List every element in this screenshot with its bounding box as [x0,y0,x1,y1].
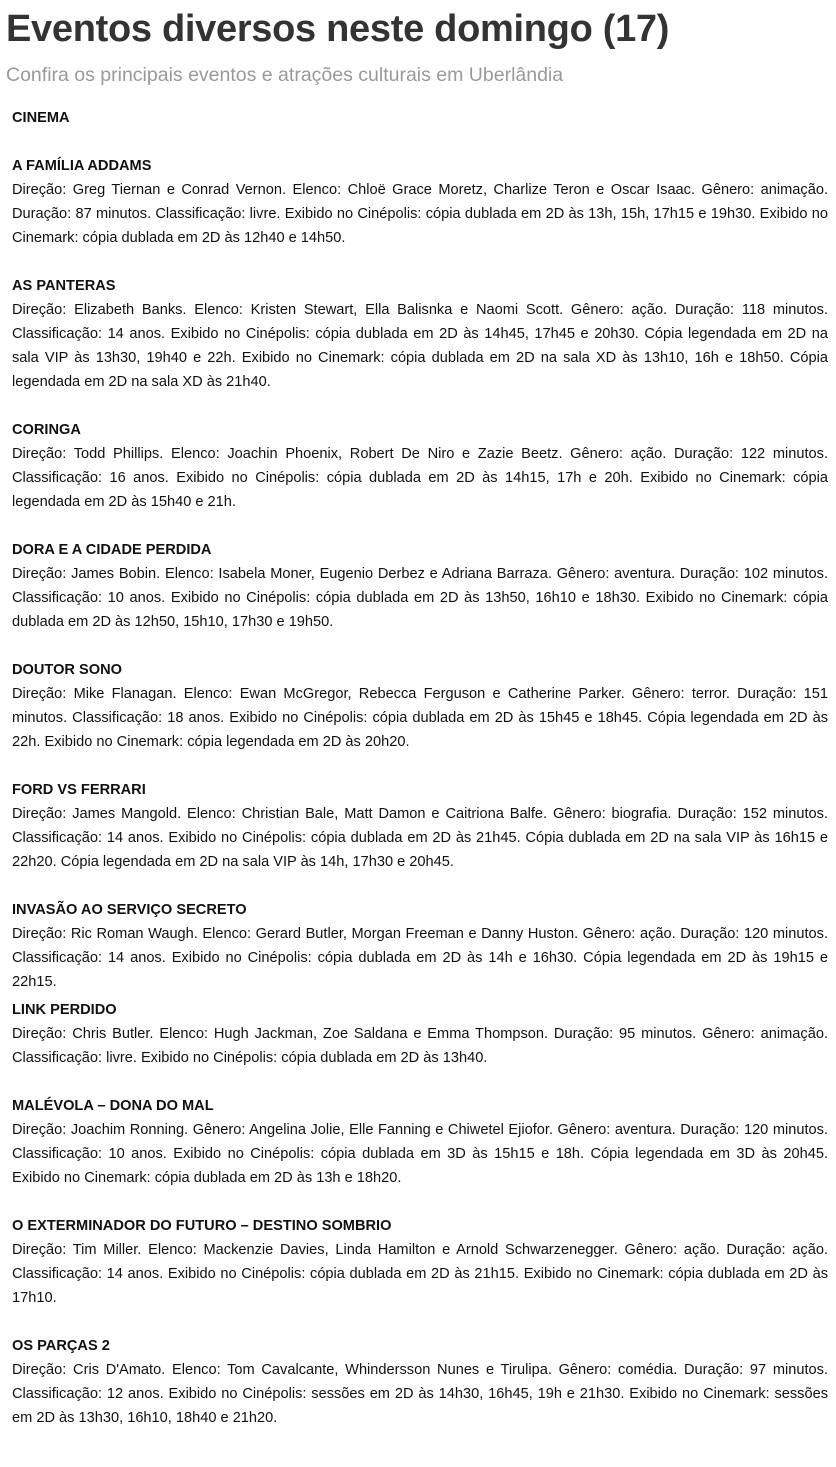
movie-title: AS PANTERAS [12,278,116,294]
movie-details: Direção: Todd Phillips. Elenco: Joachin Phoenix, Robert De Niro e Zazie Beetz. Gênero: ação. Duração: 122 minutos. Classificação: 16 anos. Exibido no Cinépolis: cópia dublada em 2D às 14h15, 17h e 20h. Exibido no Cinemark: cópia legendada em 2D às 15h40 e 21h. [12,446,828,510]
movie-title: OS PARÇAS 2 [12,1338,110,1354]
movie-entry [12,658,828,754]
movie-details: Direção: Elizabeth Banks. Elenco: Kristen Stewart, Ella Balisnka e Naomi Scott. Gênero: ação. Duração: 118 minutos. Classificação: 14 anos. Exibido no Cinépolis: cópia dublada em 2D às 14h45, 17h45 e 20h30. Cópia legendada em 2D na sala VIP às 13h30, 19h40 e 22h. Exibido no Cinemark: cópia dublada em 2D na sala XD às 13h10, 16h e 18h50. Cópia legendada em 2D na sala XD às 21h40. [12,302,828,390]
movie-details: Direção: Ric Roman Waugh. Elenco: Gerard Butler, Morgan Freeman e Danny Huston. Gênero: ação. Duração: 120 minutos. Classificação: 14 anos. Exibido no Cinépolis: cópia dublada em 2D às 14h e 16h30. Cópia legendada em 2D às 19h15 e 22h15. [12,926,828,990]
movie-title: A FAMÍLIA ADDAMS [12,158,152,174]
movie-entry [12,1334,828,1430]
section-heading: CINEMA [12,110,70,126]
movie-entry [12,998,828,1070]
movie-entry [12,418,828,514]
movie-title: LINK PERDIDO [12,1002,117,1018]
movie-details: Direção: Mike Flanagan. Elenco: Ewan McGregor, Rebecca Ferguson e Catherine Parker. Gênero: terror. Duração: 151 minutos. Classificação: 18 anos. Exibido no Cinépolis: cópia dublada em 2D às 15h45 e 18h45. Cópia legendada em 2D às 22h. Exibido no Cinemark: cópia legendada em 2D às 20h20. [12,686,828,750]
movie-details: Direção: James Mangold. Elenco: Christian Bale, Matt Damon e Caitriona Balfe. Gênero: biografia. Duração: 152 minutos. Classificação: 14 anos. Exibido no Cinépolis: cópia dublada em 2D às 21h45. Cópia dublada em 2D na sala VIP às 16h15 e 22h20. Cópia legendada em 2D na sala VIP às 14h, 17h30 e 20h45. [12,806,828,870]
movie-title: O EXTERMINADOR DO FUTURO – DESTINO SOMBRIO [12,1218,392,1234]
movie-title: DORA E A CIDADE PERDIDA [12,542,212,558]
movie-title: FORD VS FERRARI [12,782,146,798]
movie-entry [12,1094,828,1190]
page-subtitle: Confira os principais eventos e atrações culturais em Uberlândia [6,64,564,86]
movie-details: Direção: Cris D'Amato. Elenco: Tom Cavalcante, Whindersson Nunes e Tirulipa. Gênero: comédia. Duração: 97 minutos. Classificação: 12 anos. Exibido no Cinépolis: sessões em 2D às 14h30, 16h45, 19h e 21h30. Exibido no Cinemark: sessões em 2D às 13h30, 16h10, 18h40 e 21h20. [12,1362,828,1426]
movie-entry [12,274,828,394]
movie-entry [12,778,828,874]
movie-entry [12,1214,828,1310]
page-title: Eventos diversos neste domingo (17) [6,8,670,50]
movie-list [12,154,828,1430]
movie-entry [12,538,828,634]
article-body [0,106,836,1430]
movie-details: Direção: James Bobin. Elenco: Isabela Moner, Eugenio Derbez e Adriana Barraza. Gênero: aventura. Duração: 102 minutos. Classificação: 10 anos. Exibido no Cinépolis: cópia dublada em 2D às 13h50, 16h10 e 18h30. Exibido no Cinemark: cópia dublada em 2D às 12h50, 15h10, 17h30 e 19h50. [12,566,828,630]
movie-entry [12,154,828,250]
movie-details: Direção: Tim Miller. Elenco: Mackenzie Davies, Linda Hamilton e Arnold Schwarzenegger. Gênero: ação. Duração: ação. Classificação: 14 anos. Exibido no Cinépolis: cópia dublada em 2D às 21h15. Exibido no Cinemark: cópia dublada em 2D às 17h10. [12,1242,828,1306]
movie-title: MALÉVOLA – DONA DO MAL [12,1098,214,1114]
movie-details: Direção: Chris Butler. Elenco: Hugh Jackman, Zoe Saldana e Emma Thompson. Duração: 95 minutos. Gênero: animação. Classificação: livre. Exibido no Cinépolis: cópia dublada em 2D às 13h40. [12,1026,828,1066]
movie-title: DOUTOR SONO [12,662,123,678]
movie-details: Direção: Joachim Ronning. Gênero: Angelina Jolie, Elle Fanning e Chiwetel Ejiofor. Gênero: aventura. Duração: 120 minutos. Classificação: 10 anos. Exibido no Cinépolis: cópia dublada em 3D às 15h15 e 18h. Cópia legendada em 3D às 20h45. Exibido no Cinemark: cópia dublada em 2D às 13h e 18h20. [12,1122,828,1186]
movie-title: CORINGA [12,422,81,438]
movie-title: INVASÃO AO SERVIÇO SECRETO [12,902,247,918]
movie-entry [12,898,828,994]
movie-details: Direção: Greg Tiernan e Conrad Vernon. Elenco: Chloë Grace Moretz, Charlize Teron e Oscar Isaac. Gênero: animação. Duração: 87 minutos. Classificação: livre. Exibido no Cinépolis: cópia dublada em 2D às 13h, 15h, 17h15 e 19h30. Exibido no Cinemark: cópia dublada em 2D às 12h40 e 14h50. [12,182,828,246]
